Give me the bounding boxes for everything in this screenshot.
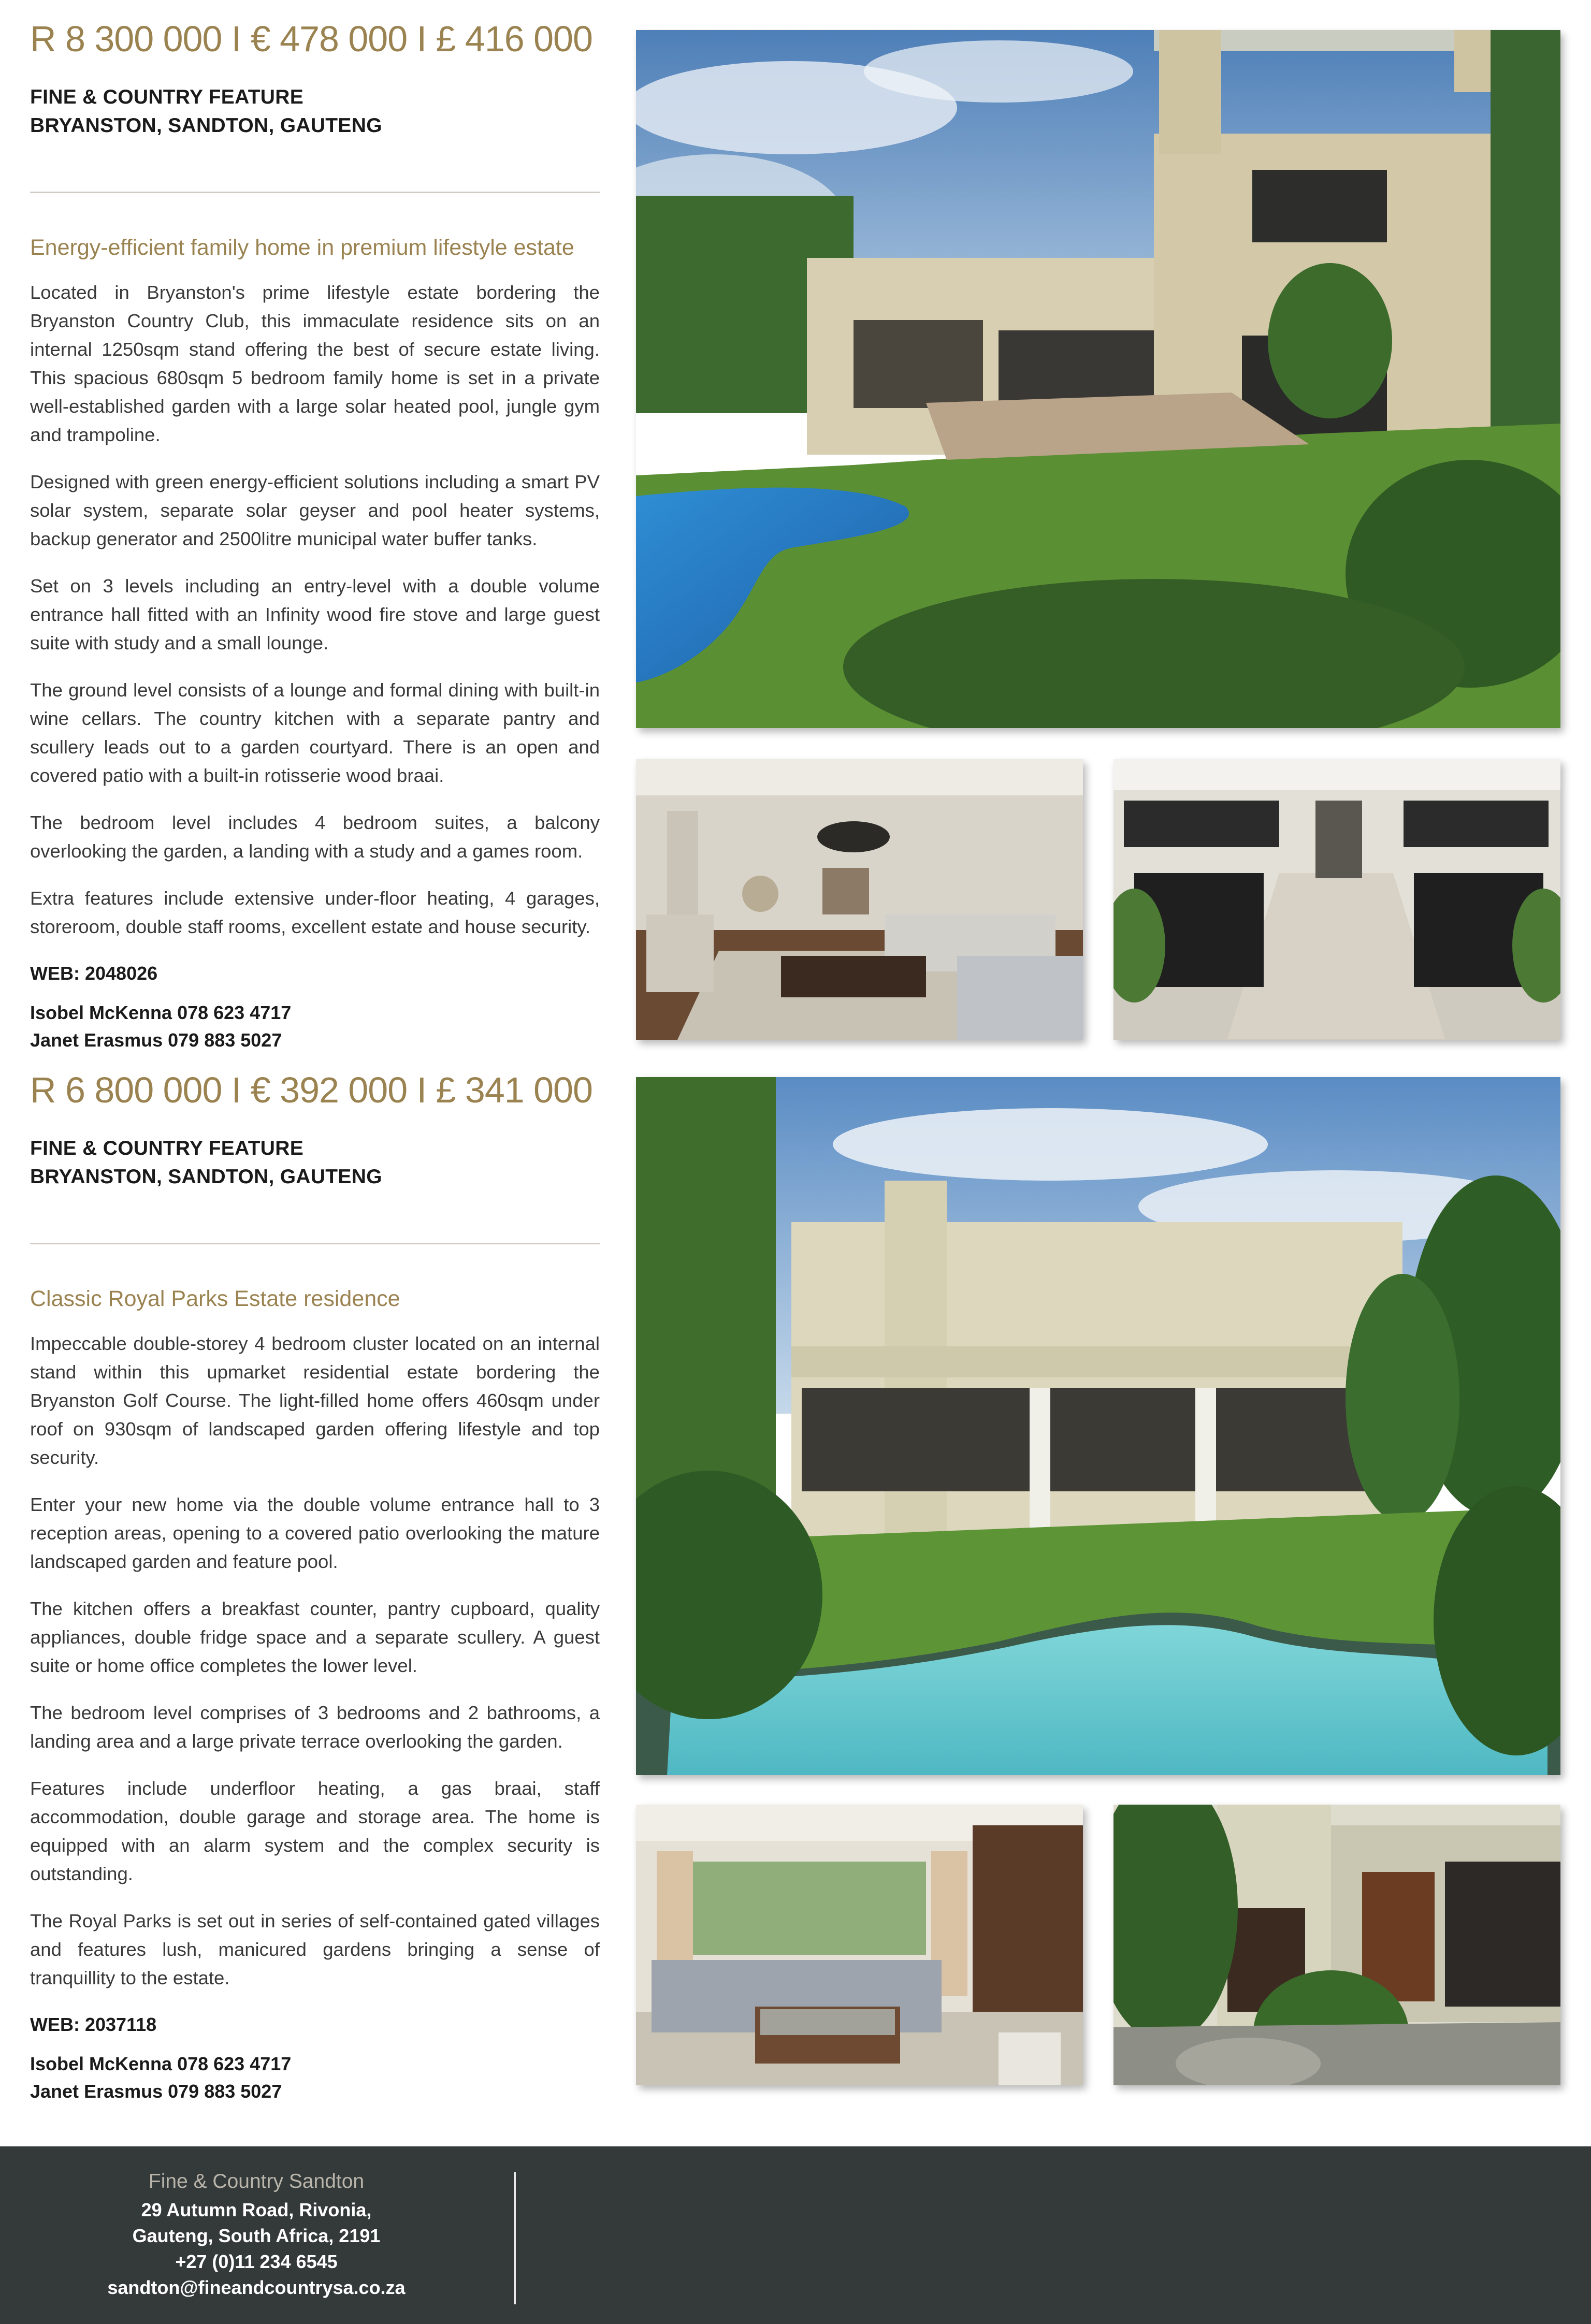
footer-divider xyxy=(514,2172,516,2304)
listing-1-main-photo xyxy=(636,30,1560,728)
listing-2 xyxy=(0,1046,1591,2146)
listing-2-agent: Isobel McKenna 078 623 4717 xyxy=(30,2053,292,2074)
office-address-line-2: Gauteng, South Africa, 2191 xyxy=(132,2225,381,2246)
listing-1-agent: Isobel McKenna 078 623 4717 xyxy=(30,1001,292,1023)
listing-2-paragraph: Enter your new home via the double volume entrance hall to 3 reception areas, opening to a covered patio overlooking the mature landscaped garden and feature pool. xyxy=(30,1493,600,1572)
listing-2-main-photo xyxy=(636,1077,1560,1775)
listing-1-paragraph: Set on 3 levels including an entry-level with a double volume entrance hall fitted with an Infinity wood fire stove and large guest suite with study and a small lounge. xyxy=(30,575,600,653)
listing-1-feature-label: FINE & COUNTRY FEATURE xyxy=(30,86,304,108)
listing-2-paragraph: Features include underfloor heating, a gas braai, staff accommodation, double garage and storage area. The home is equipped with an alarm system and the complex security is outstanding. xyxy=(30,1777,600,1884)
listing-2-agent: Janet Erasmus 079 883 5027 xyxy=(30,2080,282,2102)
listing-1-location: BRYANSTON, SANDTON, GAUTENG xyxy=(30,114,382,137)
listing-1-paragraph: Designed with green energy-efficient solutions including a smart PV solar system, separate solar geyser and pool heater systems, backup generator and 2500litre municipal water buffer tanks. xyxy=(30,471,600,549)
listing-2-web-ref: WEB: 2037118 xyxy=(30,2013,157,2035)
listing-2-paragraph: The Royal Parks is set out in series of self-contained gated villages and features lush, manicured gardens bringing a sense of tranquillity to the estate. xyxy=(30,1910,600,1988)
listing-2-paragraph: Impeccable double-storey 4 bedroom cluster located on an internal stand within this upmarket residential estate bordering the Bryanston Golf Course. The light-filled home offers 460sqm under roof on 930sqm of landscaped garden offering lifestyle and top security. xyxy=(30,1332,600,1468)
listing-2-location: BRYANSTON, SANDTON, GAUTENG xyxy=(30,1166,382,1188)
listing-1-lounge-photo xyxy=(636,759,1083,1040)
listing-1-paragraph: The ground level consists of a lounge and formal dining with built-in wine cellars. The country kitchen with a separate pantry and scullery leads out to a garden courtyard. There is an open and covered patio with a built-in rotisserie wood braai. xyxy=(30,679,600,786)
office-contact-block xyxy=(41,2166,471,2301)
listing-2-paragraph: The bedroom level comprises of 3 bedrooms and 2 bathrooms, a landing area and a large private terrace overlooking the garden. xyxy=(30,1702,600,1752)
listing-2-courtyard-photo xyxy=(1113,1805,1560,2085)
listing-2-paragraph: The kitchen offers a breakfast counter, pantry cupboard, quality appliances, double fridge space and a separate scullery. A guest suite or home office completes the lower level. xyxy=(30,1597,600,1676)
listing-1-agent: Janet Erasmus 079 883 5027 xyxy=(30,1029,282,1051)
listing-1-paragraph: The bedroom level includes 4 bedroom suites, a balcony overlooking the garden, a landing with a study and a games room. xyxy=(30,811,600,862)
listing-1-web-ref: WEB: 2048026 xyxy=(30,962,158,984)
listing-2-headline: Classic Royal Parks Estate residence xyxy=(30,1286,400,1311)
office-name: Fine & Country Sandton xyxy=(148,2170,365,2192)
listing-2-feature-label: FINE & COUNTRY FEATURE xyxy=(30,1137,304,1159)
office-email[interactable]: sandton@fineandcountrysa.co.za xyxy=(107,2277,406,2298)
listing-1 xyxy=(0,0,1591,1051)
listing-1-price: R 8 300 000 I € 478 000 I £ 416 000 xyxy=(30,19,592,59)
office-phone: +27 (0)11 234 6545 xyxy=(175,2251,338,2272)
listing-2-lounge-photo xyxy=(636,1805,1083,2085)
listing-1-paragraph: Extra features include extensive under-floor heating, 4 garages, storeroom, double staff rooms, excellent estate and house security. xyxy=(30,887,600,937)
listing-1-headline: Energy-efficient family home in premium lifestyle estate xyxy=(30,235,574,260)
listing-1-staircase-photo xyxy=(1113,759,1560,1040)
listing-2-price: R 6 800 000 I € 392 000 I £ 341 000 xyxy=(30,1070,592,1110)
footer xyxy=(0,2146,1591,2324)
office-address-line-1: 29 Autumn Road, Rivonia, xyxy=(141,2199,372,2220)
listing-2-text xyxy=(30,1072,600,2105)
listing-1-text xyxy=(30,21,600,1054)
listing-1-paragraph: Located in Bryanston's prime lifestyle estate bordering the Bryanston Country Club, this immaculate residence sits on an internal 1250sqm stand offering the best of secure estate living. This spacious 680sqm 5 bedroom family home is set in a private well-established garden with a large solar heated pool, jungle gym and trampoline. xyxy=(30,281,600,445)
